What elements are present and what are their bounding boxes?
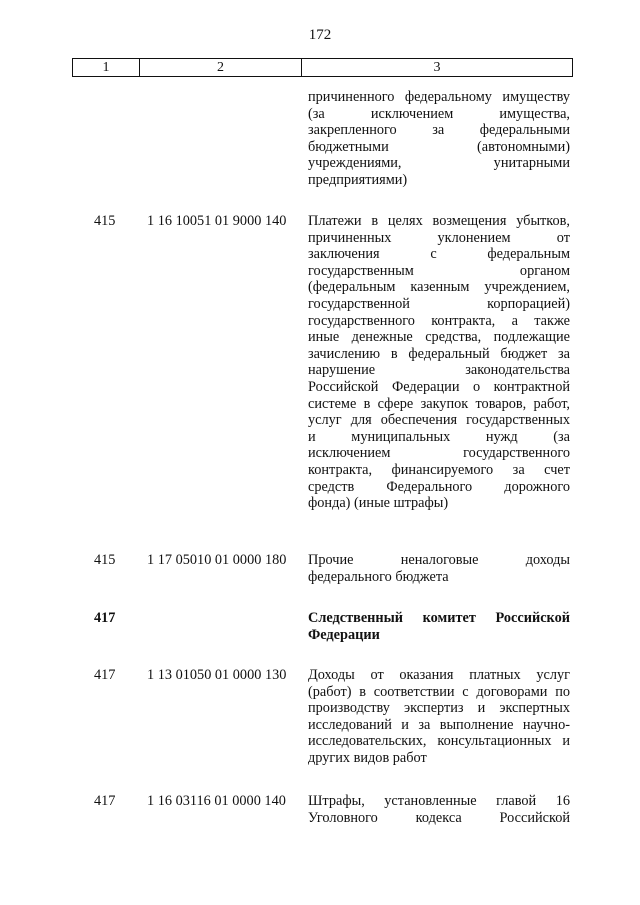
text-line: Доходы от оказания платных услуг <box>308 667 570 683</box>
text-line: бюджетными (автономными) <box>308 138 570 155</box>
text-line: средств Федерального дорожного <box>308 478 570 495</box>
row-name-text <box>308 667 570 767</box>
text-line: Прочие неналоговые доходы <box>308 552 570 568</box>
text-line: причиненных уклонением от <box>308 229 570 246</box>
row-admin-code: 417 <box>94 667 116 683</box>
text-line: (работ) в соответствии с договорами по <box>308 683 570 700</box>
text-line: заключения с федеральным <box>308 246 570 263</box>
text-line: причиненного федеральному имуществу <box>308 89 570 105</box>
row-admin-code: 415 <box>94 213 116 229</box>
text-line: зачислению в федеральный бюджет за <box>308 345 570 362</box>
header-column-2: 2 <box>140 59 302 76</box>
text-line: услуг для обеспечения государственных <box>308 412 570 429</box>
row-admin-code: 415 <box>94 552 116 568</box>
text-line: Следственный комитет Российской <box>308 610 570 626</box>
row-budget-code: 1 16 10051 01 9000 140 <box>147 213 287 229</box>
row-name-text <box>308 89 570 189</box>
text-line: Уголовного кодекса Российской <box>308 809 570 826</box>
row-admin-code: 417 <box>94 610 116 626</box>
text-line: фонда) (иные штрафы) <box>308 495 449 512</box>
text-line: системе в сфере закупок товаров, работ, <box>308 395 570 412</box>
text-line: исследовательских, консультационных и <box>308 733 570 750</box>
table-header <box>72 58 573 77</box>
text-line: федерального бюджета <box>308 568 449 585</box>
text-line: Штрафы, установленные главой 16 <box>308 793 570 809</box>
row-name-text <box>308 213 570 512</box>
text-line: предприятиями) <box>308 171 408 188</box>
row-admin-code: 417 <box>94 793 116 809</box>
text-line: (за исключением имущества, <box>308 105 570 122</box>
row-budget-code: 1 16 03116 01 0000 140 <box>147 793 286 809</box>
row-budget-code: 1 17 05010 01 0000 180 <box>147 552 287 568</box>
text-line: и муниципальных нужд (за <box>308 428 570 445</box>
text-line: других видов работ <box>308 749 427 766</box>
text-line: исследований и за выполнение научно- <box>308 716 570 733</box>
text-line: исключением государственного <box>308 445 570 462</box>
header-column-3: 3 <box>433 59 441 75</box>
text-line: контракта, финансируемого за счет <box>308 461 570 478</box>
text-line: Российской Федерации о контрактной <box>308 378 570 395</box>
text-line: нарушение законодательства <box>308 362 570 379</box>
row-name-text <box>308 610 570 643</box>
text-line: государственного контракта, а также <box>308 312 570 329</box>
text-line: иные денежные средства, подлежащие <box>308 329 570 346</box>
row-name-text <box>308 552 570 585</box>
text-line: учреждениями, унитарными <box>308 155 570 172</box>
text-line: закрепленного за федеральными <box>308 122 570 139</box>
page-number: 172 <box>308 27 332 43</box>
text-line: производству экспертиз и экспертных <box>308 700 570 717</box>
text-line: государственным органом <box>308 262 570 279</box>
row-budget-code: 1 13 01050 01 0000 130 <box>147 667 287 683</box>
text-line: Платежи в целях возмещения убытков, <box>308 213 570 229</box>
header-column-1: 1 <box>73 59 140 76</box>
text-line: государственной корпорацией) <box>308 295 570 312</box>
text-line: Федерации <box>308 626 380 643</box>
text-line: (федеральным казенным учреждением, <box>308 279 570 296</box>
row-name-text <box>308 793 570 826</box>
